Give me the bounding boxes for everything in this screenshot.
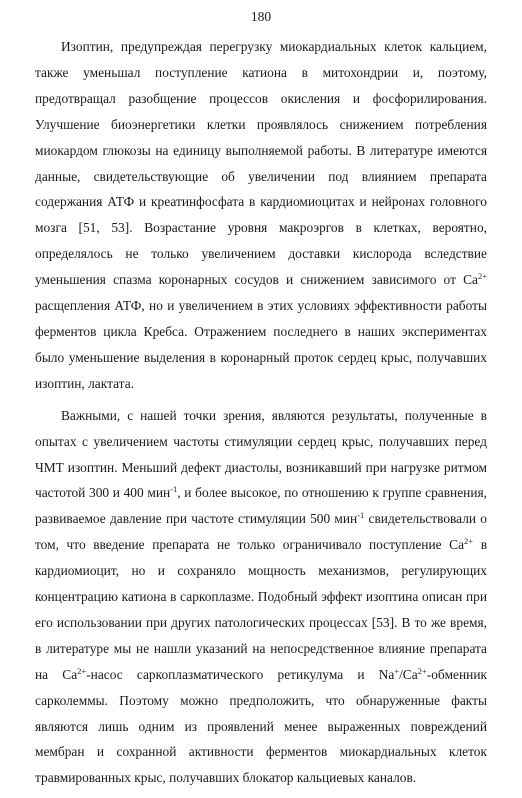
text-run: в кардиомиоцит, но и сохраняло мощность механизмов, регулирующих концентрацию катиона в саркоплазме. Подобный эффект изоптина описан при его использовании при других патологических процессах [53]. В то же время, в литературе мы не нашли указаний на непосредственное влияние препарата на Ca [35, 537, 488, 682]
text-run: расщепления АТФ, но и увеличением в этих условиях эффективности работы ферментов цикла Кребса. Отражением последнего в наших экспериментах было уменьшение выделения в коронарный проток сердец крыс, получавших изоптин, лактата. [35, 298, 487, 391]
paragraph-1 [35, 34, 487, 397]
text-run: -обменник сарколеммы. Поэтому можно предположить, что обнаруженные факты являются лишь одним из проявлений менее выраженных повреждений мембран и сохранной активности ферментов миокардиальных клеток травмированных крыс, получавших блокатор кальциевых каналов. [35, 666, 487, 786]
text-run: /Ca [399, 666, 418, 682]
superscript: 2+ [464, 536, 474, 547]
superscript: 2+ [477, 271, 487, 282]
text-run: свидетельствовали о том, что введение препарата не только ограничивало поступление Ca [35, 511, 487, 553]
paragraph-2 [35, 403, 487, 792]
text-run: Изоптин, предупреждая перегрузку миокардиальных клеток кальцием, также уменьшал поступление катиона в митохондрии и, поэтому, предотвращал разобщение процессов окисления и фосфорилирования. Улучшение биоэнергетики клетки проявлялось снижением потребления миокардом глюкозы на единицу выполняемой работы. В литературе имеются данные, свидетельствующие об увеличении под влиянием препарата содержания АТФ и креатинфосфата в кардиомиоцитах и нейронах головного мозга [51, 53]. Возрастание уровня макроэргов в клетках, вероятно, определялось не только увеличением доставки кислорода вследствие уменьшения спазма коронарных сосудов и снижением зависимого от Ca [35, 39, 487, 288]
superscript: -1 [170, 484, 178, 495]
superscript: 2+ [77, 665, 87, 676]
page-number: 180 [250, 9, 272, 24]
text-run: Важными, с нашей точки зрения, являются результаты, полученные в опытах с увеличением частоты стимуляции сердец крыс, получавших перед ЧМТ изоптин. Меньший дефект диастолы, возникавший при нагрузке ритмом частотой 300 и 400 мин [35, 407, 487, 501]
superscript: -1 [357, 510, 365, 521]
text-run: -насос саркоплазматического ретикулума и Na [86, 666, 395, 682]
body-text [35, 34, 487, 791]
document-page [35, 8, 487, 791]
text-run: , и более высокое, по отношению к группе сравнения, развиваемое давление при частоте стимуляции 500 мин [35, 485, 488, 527]
superscript: 2+ [417, 665, 427, 676]
superscript: + [394, 665, 400, 676]
